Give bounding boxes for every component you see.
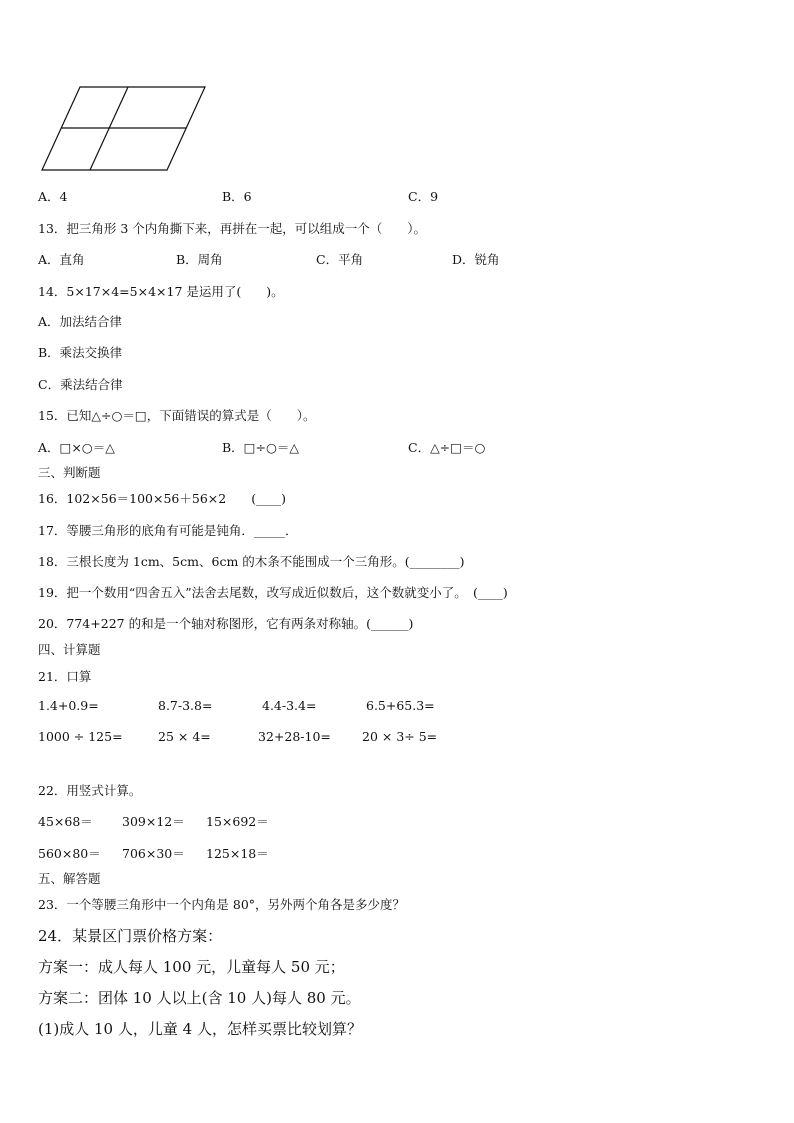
q22-title: 22．用竖式计算。 [38,783,142,798]
q14-option-c: C．乘法结合律 [38,377,123,392]
q14-option-a: A．加法结合律 [38,314,123,329]
q24-plan-2: 方案二：团体 10 人以上(含 10 人)每人 80 元。 [38,989,361,1007]
q19-statement: 19．把一个数用“四舍五入”法舍去尾数，改写成近似数后，这个数就变小了。 (____) [38,585,508,600]
q13-question: 13．把三角形 3 个内角撕下来，再拼在一起，可以组成一个（ ）。 [38,221,427,236]
q13-option-b: B．周角 [176,252,223,267]
q15-option-b: B．□÷○＝△ [222,440,299,455]
q21-item: 1000 ÷ 125= [38,729,123,744]
q18-statement: 18．三根长度为 1cm、5cm、6cm 的木条不能围成一个三角形。(________) [38,554,465,569]
q22-item: 706×30＝ [122,846,185,861]
q24-subquestion-1: (1)成人 10 人，儿童 4 人，怎样买票比较划算？ [38,1020,362,1038]
q21-item: 20 × 3÷ 5= [362,729,438,744]
q21-item: 1.4+0.9= [38,698,99,713]
parallelogram-figure [40,85,210,175]
q22-item: 125×18＝ [206,846,269,861]
q12-option-b: B．6 [222,189,252,204]
q13-option-c: C．平角 [316,252,364,267]
q13-option-d: D．锐角 [452,252,500,267]
q12-option-a: A．4 [38,189,68,204]
q15-question: 15．已知△÷○＝□，下面错误的算式是（ ）。 [38,408,316,423]
q12-option-c: C．9 [408,189,439,204]
q14-question: 14．5×17×4=5×4×17 是运用了( )。 [38,284,284,299]
section-4-title: 四、计算题 [38,642,101,657]
q21-item: 4.4-3.4= [262,698,317,713]
q21-item: 25 × 4= [158,729,211,744]
q17-statement: 17．等腰三角形的底角有可能是钝角．_____． [38,523,298,538]
q21-item: 32+28-10= [258,729,331,744]
q20-statement: 20．774+227 的和是一个轴对称图形，它有两条对称轴。(______) [38,616,414,631]
q21-title: 21．口算 [38,669,92,684]
section-5-title: 五、解答题 [38,871,101,886]
q13-option-a: A．直角 [38,252,85,267]
q22-item: 560×80＝ [38,846,101,861]
q24-plan-1: 方案一：成人每人 100 元，儿童每人 50 元； [38,958,345,976]
q15-option-a: A．□×○＝△ [38,440,115,455]
q24-title: 24．某景区门票价格方案： [38,927,223,945]
q21-item: 8.7-3.8= [158,698,213,713]
q23-question: 23．一个等腰三角形中一个内角是 80°，另外两个角各是多少度？ [38,897,406,912]
q14-option-b: B．乘法交换律 [38,345,123,360]
q21-item: 6.5+65.3= [366,698,435,713]
q22-item: 309×12＝ [122,814,185,829]
q15-option-c: C．△÷□＝○ [408,440,486,455]
section-3-title: 三、判断题 [38,465,101,480]
q16-statement: 16．102×56＝100×56＋56×2 (____) [38,491,286,506]
q22-item: 15×692＝ [206,814,269,829]
q22-item: 45×68＝ [38,814,93,829]
